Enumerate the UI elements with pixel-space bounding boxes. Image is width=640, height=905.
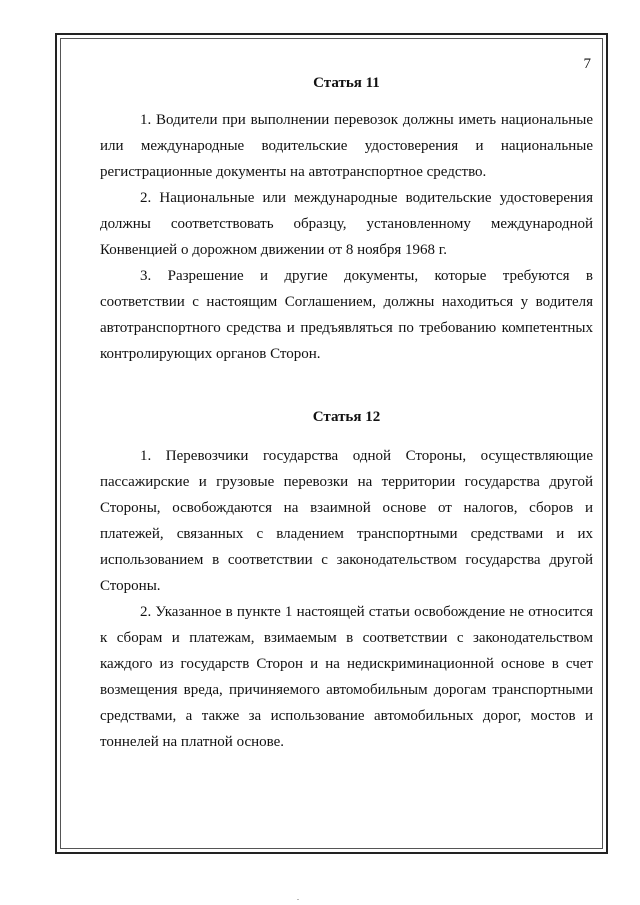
article-11-paragraph-2: 2. Национальные или международные водительские удостоверения должны соответствовать образцу, установленному международной Конвенцией о дорожном движении от 8 ноября 1968 г. [100, 190, 593, 258]
article-12-paragraph-2: 2. Указанное в пункте 1 настоящей статьи освобождение не относится к сборам и платежам, взимаемым в соответствии с законодательством каждого из государств Сторон и на недискриминационной основе в счет возмещения вреда, причиняемого автомобильным дорогам транспортными средствами, а также за использование автомобильных дорог, мостов и тоннелей на платной основе. [100, 604, 593, 750]
article-12-title: Статья 12 [312, 409, 381, 425]
article-12-paragraph-1: 1. Перевозчики государства одной Стороны, осуществляющие пассажирские и грузовые перевозки на территории государства другой Стороны, освобождаются на взаимной основе от налогов, сборов и платежей, связанных с владением транспортными средствами и их использованием в соответствии с законодательством государства другой Стороны. [100, 448, 593, 594]
document-body [100, 71, 593, 755]
article-11 [100, 71, 593, 367]
article-12 [100, 405, 593, 755]
article-11-paragraph-3: 3. Разрешение и другие документы, которые требуются в соответствии с настоящим Соглашением, должны находиться у водителя автотранспортного средства и предъявляться по требованию компетентных контролирующих органов Сторон. [100, 268, 593, 362]
article-11-title: Статья 11 [313, 75, 380, 91]
page-number: 7 [583, 56, 591, 72]
article-11-paragraph-1: 1. Водители при выполнении перевозок должны иметь национальные или международные водительские удостоверения и национальные регистрационные документы на автотранспортное средство. [100, 112, 593, 180]
bottom-mark: . [297, 893, 299, 902]
